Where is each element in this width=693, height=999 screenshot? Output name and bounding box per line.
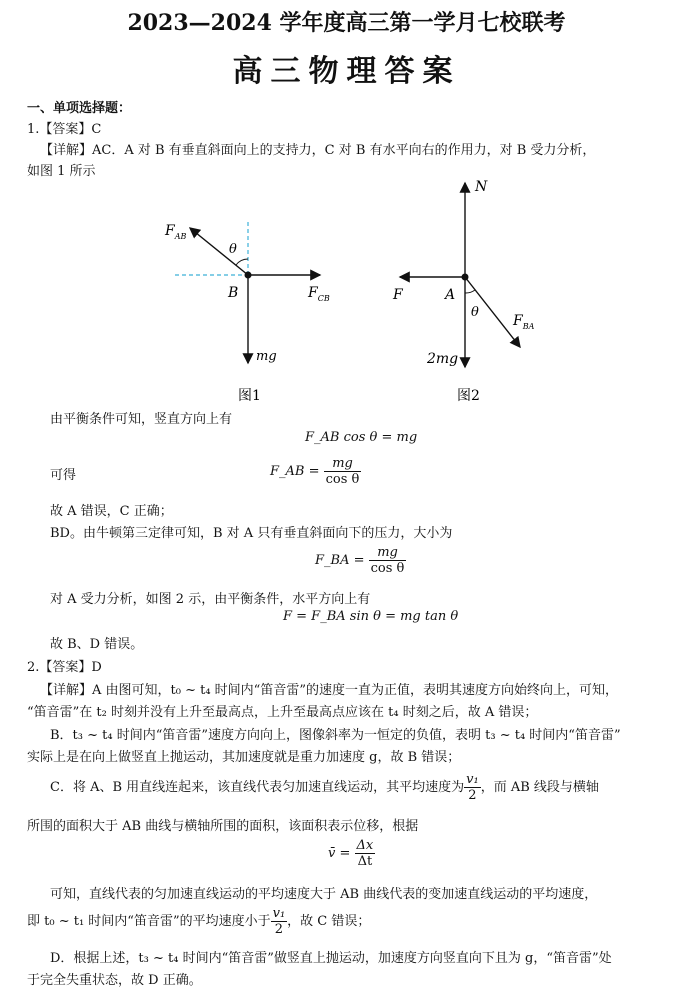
q1-detail-line2: 如图 1 所示 (27, 164, 96, 179)
point-b (245, 272, 252, 279)
q1-line-bd: BD。由牛顿第三定律可知，B 对 A 只有垂直斜面向下的压力，大小为 (50, 526, 453, 541)
q2-c-line4: 即 t₀ ~ t₁ 时间内“笛音雷”的平均速度小于 $\frac{\text{v₁}}{2}$ ，故 C 错误； (27, 906, 371, 937)
label-mg: mg (256, 349, 277, 364)
caption-fig1: 图1 (238, 388, 261, 404)
label-fba: $F_{BA}$ (513, 313, 535, 331)
q2-a-line2: “笛音雷”在 t₂ 时刻并没有上升至最高点，上升至最高点应该在 t₄ 时刻之后，故 A 错误； (27, 705, 538, 720)
q2-b-line1: B．t₃ ~ t₄ 时间内“笛音雷”速度方向向上，图像斜率为一恒定的负值，表明 t₃ ~ t₄ 时间内“笛音雷” (50, 728, 621, 743)
figure-1 (140, 185, 360, 410)
q1-line-conclusion1: 故 A 错误，C 正确； (50, 504, 173, 519)
q2-c-line1: C．将 A、B 用直线连起来，该直线代表匀加速直线运动，其平均速度为 $\frac{\text{v₁}}{2}$ ，而 AB 线段与横轴 (50, 772, 599, 803)
equation-1: F_AB cos θ = mg (305, 430, 418, 445)
equation-3: F_BA = $\frac{mg}{\text{cos θ}}$ (315, 545, 405, 576)
label-2mg: 2mg (427, 351, 459, 367)
q2-answer: 2.【答案】D (27, 660, 102, 675)
q1-line-obtain: 可得 (50, 468, 77, 483)
angle-arc-2 (465, 290, 475, 293)
q2-a-line1: 【详解】A 由图可知，t₀ ~ t₄ 时间内“笛音雷”的速度一直为正值，表明其速度方向始终向上，可知， (40, 683, 618, 698)
label-n: N (475, 179, 488, 195)
q2-c-line3: 可知，直线代表的匀加速直线运动的平均速度大于 AB 曲线代表的变加速直线运动的平均速度， (50, 887, 598, 902)
label-fcb: $F_{CB}$ (308, 285, 330, 303)
doc-title: 2023—2024 学年度高三第一学月七校联考 (127, 10, 566, 36)
label-b: B (228, 285, 239, 301)
equation-4: F = F_BA sin θ = mg tan θ (283, 609, 459, 624)
point-a (462, 274, 469, 281)
label-fab: $F_{AB}$ (165, 223, 187, 241)
q1-line-equilibrium: 由平衡条件可知，竖直方向上有 (50, 412, 233, 427)
q2-c-line2: 所围的面积大于 AB 曲线与横轴所围的面积，该面积表示位移，根据 (27, 819, 419, 834)
doc-subtitle: 高三物理答案 (232, 54, 461, 89)
figure-2 (385, 175, 555, 410)
equation-5: v̄ = $\frac{\Delta x}{\Delta t}$ (328, 838, 374, 869)
label-f: F (393, 287, 403, 303)
q2-d-line2: 于完全失重状态，故 D 正确。 (27, 973, 202, 988)
q2-d-line1: D．根据上述，t₃ ~ t₄ 时间内“笛音雷”做竖直上抛运动，加速度方向竖直向下且为 g，“笛音雷”处 (50, 951, 612, 966)
equation-2: F_AB = $\frac{mg}{\text{cos θ}}$ (270, 456, 360, 487)
section-heading: 一、单项选择题： (27, 101, 132, 116)
q1-detail-line1: 【详解】AC．A 对 B 有垂直斜面向上的支持力，C 对 B 有水平向右的作用力，对 B 受力分析， (40, 143, 596, 158)
force-fab-arrow (190, 228, 248, 275)
angle-arc (236, 259, 248, 265)
q1-line-conclusion2: 故 B、D 错误。 (50, 637, 144, 652)
label-theta-1: θ (229, 242, 237, 257)
caption-fig2: 图2 (457, 388, 480, 404)
label-theta-2: θ (471, 305, 479, 320)
label-a: A (445, 287, 456, 303)
q2-b-line2: 实际上是在向上做竖直上抛运动，其加速度就是重力加速度 g，故 B 错误； (27, 750, 461, 765)
q1-line-analysis: 对 A 受力分析，如图 2 示，由平衡条件，水平方向上有 (50, 592, 371, 607)
q1-answer: 1.【答案】C (27, 122, 102, 137)
